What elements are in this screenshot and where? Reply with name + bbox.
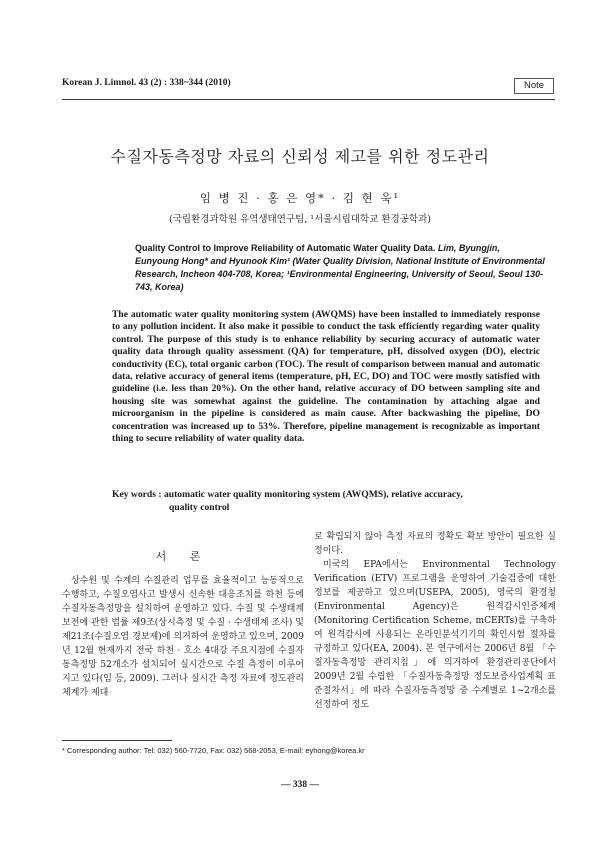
affiliation-korean: (국립환경과학원 유역생태연구팀, ¹서울시립대학교 환경공학과) [169,214,431,225]
header-rule [62,99,555,100]
section-title-introduction: 서 론 [155,550,211,563]
english-heading [135,242,545,294]
english-title: Quality Control to Improve Reliability of Automatic Water Quality Data. [135,243,436,253]
note-label-box: Note [514,78,554,94]
abstract: The automatic water quality monitoring system (AWQMS) have been installed to immediately response to any pollution incident. It also make it possible to conduct the task efficiently regarding water quality control. The purpose of this study is to enhance reliability by securing accuracy of automatic water quality data through quality assessment (QA) for temperature, pH, dissolved oxygen (DO), electric conductivity (EC), total organic carbon (TOC). The result of comparison between manual and automatic data, relative accuracy of general items (temperature, pH, EC, DO) and TOC were mostly satisfied with guideline (i.e. less than 20%). On the other hand, relative accuracy of DO between sampling site and housing site was somewhat against the guideline. The contamination by attaching algae and microorganism in the pipeline is considered as main cause. After backwashing the pipeline, DO concentration was increased up to 53%. Therefore, pipeline management is recognizable as important thing to secure reliability of water quality data. [112,309,540,445]
english-affiliation: (Water Quality Division, National Institute of Environmental Research, Incheon 404-708, Korea; ¹Environmental Engineering, University of Seoul, Seoul 130-743, Korea) [135,256,545,292]
right-paragraph-2: 미국의 EPA에서는 Environmental Technology Verification (ETV) 프로그램을 운영하여 기술검증에 대한 정보를 제공하고 있으며(USEPA, 2005), 영국의 환경청(Environmental Agency)은 원격감시인증체계(Monitoring Certification Scheme, mCERTs)를 구축하여 원격감시에 사용되는 온라인분석기기의 확인시험 절차를 규정하고 있다(EA, 2004). 본 연구에서는 2006년 8월 「수질자동측정망 관리지침」에 의거하여 환경관리공단에서 2009년 2월 수립한 「수질자동측정망 정도보증사업계획 표준절차서」에 따라 수질자동측정망 중 수계별로 1~2개소를 선정하여 정도 [314,560,556,710]
corresponding-author-footnote: * Corresponding author: Tel: 032) 560-7720, Fax: 032) 568-2053, E-mail: eyhong@korea.kr [62,746,365,755]
author-list-korean: 임 병 진 · 홍 은 영* · 김 현 욱¹ [199,191,401,205]
right-column-text [314,530,556,712]
keywords-label: Key words : [112,489,162,500]
paper-title-korean: 수질자동측정망 자료의 신뢰성 제고를 위한 정도관리 [110,147,490,166]
right-paragraph-1: 로 확립되지 않아 측정 자료의 정확도 확보 방안이 필요한 실정이다. [314,532,556,556]
keywords-line2: quality control [169,502,230,513]
left-column-text: 상수원 및 수계의 수질관리 업무를 효율적이고 능동적으로 수행하고, 수질오염사고 발생시 신속한 대응조치를 하천 등에 수질자동측정망을 설치하여 운영하고 있다. 수질 및 수생태계 보전에 관한 법률 제9조(상시측정 및 수질 · 수생태계 조사) 및 제21조(수질오염 경보제)에 의거하여 운영하고 있으며, 2009년 12월 현재까지 전국 하천 · 호소 4대강 주요지점에 수질자동측정망 52개소가 설치되어 실시간으로 수질 측정이 이루어지고 있다(임 등, 2009). 그러나 실시간 측정 자료에 정도관리 체계가 제대 [62,576,304,698]
keywords [112,488,540,514]
page-number: — 338 — [281,780,319,790]
keywords-line1: automatic water quality monitoring system (AWQMS), relative accuracy, [163,489,463,500]
footnote-rule [62,740,172,741]
english-authors: Lim, Byungjin, Eunyoung Hong* and Hyunook Kim¹ [135,243,500,266]
journal-citation: Korean J. Limnol. 43 (2) : 338~344 (2010) [62,78,231,88]
